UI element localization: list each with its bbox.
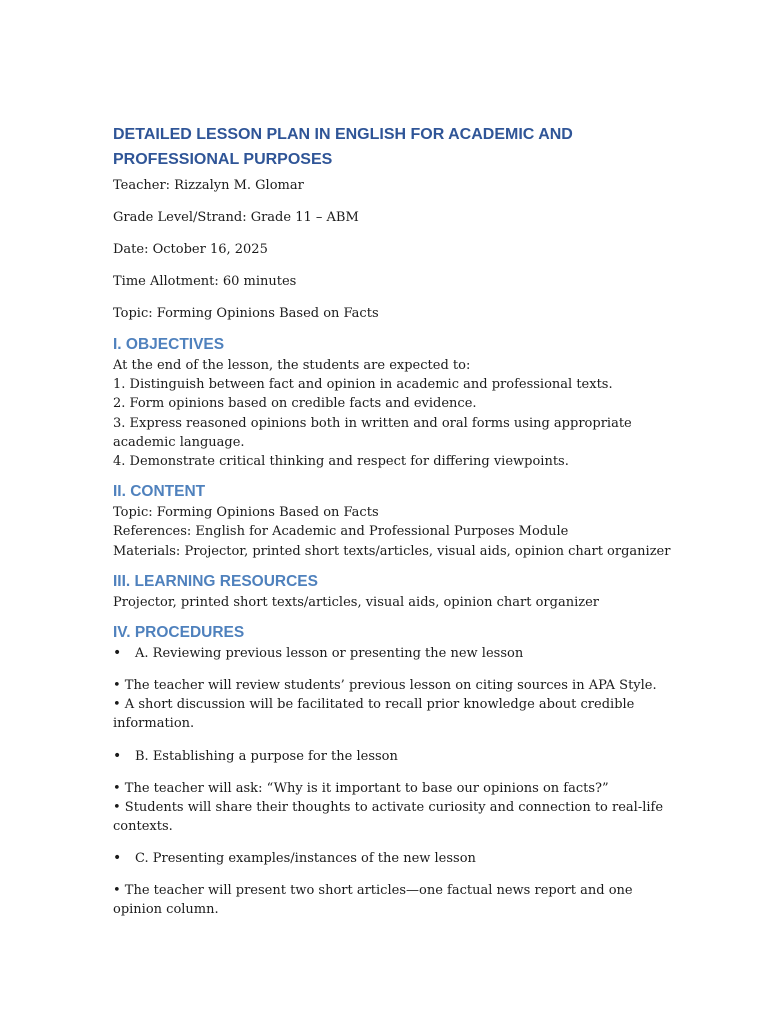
resources-text: Projector, printed short texts/articles, visual aids, opinion chart organizer: [113, 594, 600, 610]
content-references: References: English for Academic and Professional Purposes Module: [113, 524, 569, 540]
procedure-detail: • A short discussion will be facilitated to recall prior knowledge about credible information.: [113, 697, 635, 732]
content-materials: Materials: Projector, printed short texts/articles, visual aids, opinion chart organizer: [113, 543, 671, 559]
objectives-intro: At the end of the lesson, the students are expected to:: [113, 358, 471, 373]
resources-section: [113, 593, 673, 612]
content-topic: Topic: Forming Opinions Based on Facts: [113, 505, 379, 521]
procedure-step-title: C. Presenting examples/instances of the new lesson: [135, 851, 476, 867]
objective-item: 4. Demonstrate critical thinking and respect for differing viewpoints.: [113, 454, 569, 470]
procedure-detail: • The teacher will review students’ previous lesson on citing sources in APA Style.: [113, 678, 657, 694]
procedure-step-a: [113, 644, 673, 663]
procedure-detail: • Students will share their thoughts to activate curiosity and connection to real-life contexts.: [113, 799, 664, 835]
procedure-step-b: [113, 747, 673, 766]
meta-teacher: Teacher: Rizzalyn M. Glomar: [113, 178, 304, 193]
bullet-icon: •: [113, 645, 122, 662]
procedure-detail: • The teacher will present two short articles—one factual news report and one opinion column.: [113, 883, 633, 918]
meta-topic: Topic: Forming Opinions Based on Facts: [113, 306, 379, 321]
procedure-step-c-details: [113, 881, 673, 919]
bullet-icon: •: [113, 850, 122, 867]
content-heading: II. CONTENT: [113, 483, 206, 501]
resources-heading: III. LEARNING RESOURCES: [113, 572, 318, 590]
procedures-section: [113, 644, 673, 920]
objectives-heading: I. OBJECTIVES: [113, 336, 225, 353]
objective-item: 1. Distinguish between fact and opinion in academic and professional texts.: [113, 377, 613, 393]
objective-item: 3. Express reasoned opinions both in written and oral forms using appropriate academic language.: [113, 415, 632, 450]
meta-date: Date: October 16, 2025: [113, 242, 268, 257]
content-section: [113, 503, 673, 561]
procedure-step-a-details: [113, 676, 673, 734]
procedures-heading: IV. PROCEDURES: [113, 624, 245, 642]
document-meta: [113, 176, 673, 324]
procedure-step-title: B. Establishing a purpose for the lesson: [135, 748, 398, 764]
procedure-step-b-details: [113, 779, 673, 837]
meta-grade-level: Grade Level/Strand: Grade 11 – ABM: [113, 210, 359, 225]
objectives-section: [113, 356, 673, 471]
meta-time-allotment: Time Allotment: 60 minutes: [113, 274, 297, 289]
procedure-detail: • The teacher will ask: “Why is it important to base our opinions on facts?”: [113, 780, 609, 796]
procedure-step-c: [113, 849, 673, 868]
document-title: DETAILED LESSON PLAN IN ENGLISH FOR ACADEMIC AND PROFESSIONAL PURPOSES: [113, 126, 573, 168]
procedure-step-title: A. Reviewing previous lesson or presenting the new lesson: [135, 646, 524, 662]
bullet-icon: •: [113, 747, 122, 764]
objective-item: 2. Form opinions based on credible facts and evidence.: [113, 396, 477, 412]
lesson-plan-document: [113, 122, 673, 933]
